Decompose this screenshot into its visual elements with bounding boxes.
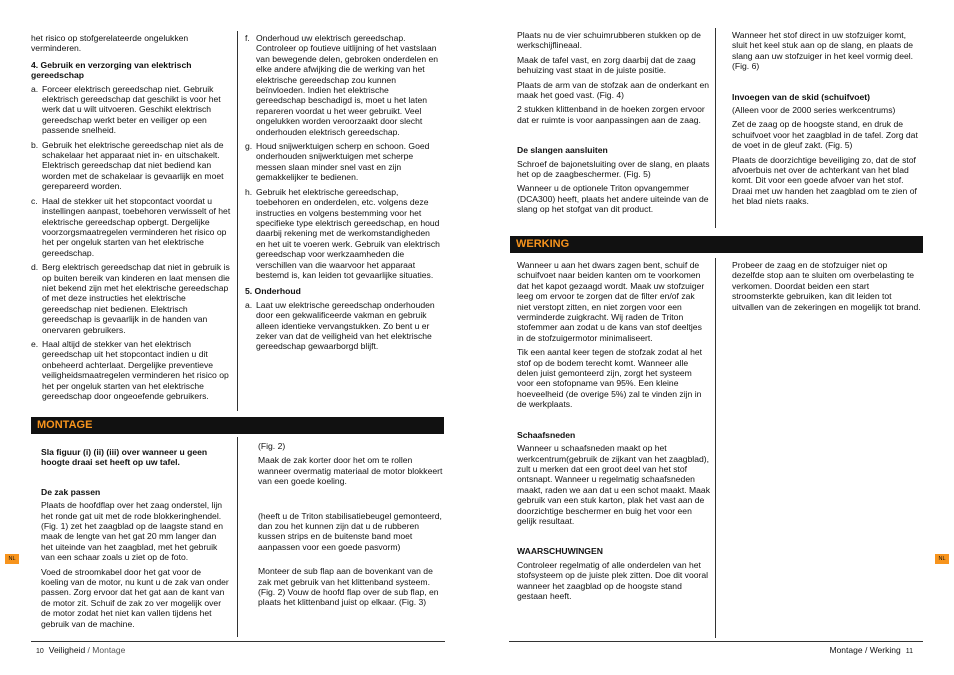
subheading: 5. Onderhoud xyxy=(245,286,301,297)
spacer xyxy=(258,501,444,511)
section-title: WERKING xyxy=(516,238,570,250)
paragraph: 2 stukken klittenband in de hoeken zorgen ervoor dat er ruimte is voor aanpassingen aan de zaag. xyxy=(517,104,705,125)
list-marker: a. xyxy=(31,83,39,94)
paragraph: (Fig. 2) xyxy=(258,441,286,451)
paragraph: Maak de zak korter door het om te rollen wanneer overmatig materiaal de motor blokkeert van een goede koeling. xyxy=(258,455,443,487)
left-col-1 xyxy=(31,33,233,405)
language-tab: NL xyxy=(935,554,949,564)
list-text: Forceer elektrisch gereedschap niet. Gebruik elektrisch gereedschap dat geschikt is voor het werk dat u wilt uitvoeren. Geschikt elektrisch gereedschap werkt beter en veiliger op een passende snelheid. xyxy=(42,83,221,136)
paragraph: Wanneer u aan het dwars zagen bent, schuif de schuifvoet naar beiden kanten om te voorkomen dat het kapot gezaagd wordt. Maak uw stofzuiger leeg om ervoor te zorgen dat de filter en/of zak niet verstopt zitten, en niet zorgen voor een verminderde zuigkracht. Wij raden de Triton stofemmer aan zodat u de kans van stof deeltjes in de stofzuigermotor minimaliseert. xyxy=(517,260,705,343)
language-tab: NL xyxy=(5,554,19,564)
paragraph: Voed de stroomkabel door het gat voor de koeling van de motor, nu kunt u de zak van onder passen. Zorg ervoor dat het gat aan de kant van de motor zit. Schuif de zak zo ver mogelijk over de motor zodat het niet kan vallen tijdens het gebruik van de machine. xyxy=(41,566,229,629)
list-marker: b. xyxy=(31,139,39,150)
right-col-2 xyxy=(732,30,922,211)
spacer xyxy=(258,491,444,501)
paragraph: Wanneer het stof direct in uw stofzuiger komt, sluit het keel stuk aan op de slang, en plaats de slang aan uw stofzuiger in het keel vormig deel. (Fig. 6) xyxy=(732,30,914,72)
right-col-3 xyxy=(517,260,710,605)
paragraph: Plaats de hoofdflap over het zaag onderstel, lijn het ronde gat uit met de rode blokkeringhendel. (Fig. 1) zet het zaagblad op de laagste stand en maak de lengte van het gat 20 mm langer dan het uiteinde van het zaagblad, met het gebruik van een schaar zoals u ziet op de foto. xyxy=(41,500,224,563)
footer-right xyxy=(830,645,919,657)
list-item xyxy=(31,140,233,192)
footer-subtitle: Werking xyxy=(869,645,901,655)
paragraph: het risico op stofgerelateerde ongelukken verminderen. xyxy=(31,33,189,54)
column-divider xyxy=(715,28,716,228)
list-marker: h. xyxy=(245,186,253,197)
subheading: WAARSCHUWINGEN xyxy=(517,546,603,557)
paragraph: Probeer de zaag en de stofzuiger niet op dezelfde stop aan te sluiten om overbelasting te verkomen. Doordat beiden een start stroomsterkte gebruiken, kan dit leiden tot uitvallen van de zekeringen en mogelijk tot brand. xyxy=(732,260,921,312)
list-item xyxy=(245,187,440,281)
list-text: Berg elektrisch gereedschap dat niet in gebruik is op buiten bereik van kinderen en laat mensen die niet bekend zijn met het elektrische gereedschap of met deze instructies het elektrische gereedschap niet bedienen. Elektrisch gereedschap is gevaarlijk in de handen van onervaren gebruikers. xyxy=(42,262,230,335)
footer-left xyxy=(31,645,125,657)
section-bar-werking xyxy=(510,236,923,253)
paragraph: Monteer de sub flap aan de bovenkant van de zak met gebruik van het klittenband systeem. (Fig. 2) Vouw de hoofd flap over de sub flap, en plaats het klittenband juist op elkaar. (Fig. 3) xyxy=(258,566,439,608)
list-text: Onderhoud uw elektrisch gereedschap. Controleer op foutieve uitlijning of het vastslaan van bewegende delen, gebroken onderdelen en elke andere afwijking die de werking van het elektrische gereedschap zou kunnen beïnvloeden. Indien het elektrische gereedschap beschadigd is, moet u het laten repareren voordat u het weer gebruikt. Veel ongelukken worden veroorzaakt door slecht onderhouden elektrisch gereedschap. xyxy=(256,33,439,137)
paragraph: Plaats nu de vier schuimrubberen stukken op de werkschijflineaal. xyxy=(517,30,701,51)
page-number: 11 xyxy=(905,648,913,655)
footer-rule xyxy=(509,641,923,642)
list-item xyxy=(245,300,440,352)
paragraph: Wanneer u de optionele Triton opvangemmer (DCA300) heeft, plaats het andere uiteinde van de slang op het stofgat van dit product. xyxy=(517,183,709,215)
subheading: De slangen aansluiten xyxy=(517,145,608,156)
list-text: Houd snijwerktuigen scherp en schoon. Goed onderhouden snijwerktuigen met scherpe messen slaan minder snel vast en zijn gemakkelijker te bedienen. xyxy=(256,141,430,183)
right-col-4 xyxy=(732,260,922,316)
subheading: Sla figuur (i) (ii) (iii) over wanneer u geen hoogte draai set heeft op uw tafel. xyxy=(41,447,208,468)
spacer xyxy=(517,530,710,540)
list-marker: d. xyxy=(31,262,39,273)
page-number: 10 xyxy=(36,648,44,655)
spacer xyxy=(41,471,230,481)
paragraph: Schroef de bajonetsluiting over de slang, en plaats het op de zaagbeschermer. (Fig. 5) xyxy=(517,158,710,180)
footer-title: Montage xyxy=(829,645,863,655)
paragraph: Tik een aantal keer tegen de stofzak zodat al het stof op de bodem terecht komt. Wanneer alle delen juist gemonteerd zijn, zorgt het systeem voor een stofopname van 95%. Een kleine hoeveelheid (de overige 5%) zal te vinden zijn in de werkplaats. xyxy=(517,347,703,410)
subheading: Schaafsneden xyxy=(517,429,576,440)
paragraph: Zet de zaag op de hoogste stand, en druk de schuifvoet voor het zaagblad in de tafel. Zorg dat de voet in de gleuf zakt. (Fig. 5) xyxy=(732,119,918,151)
list-text: Haal altijd de stekker van het elektrisch gereedschap uit het stopcontact indien u dit onbeheerd achterlaat. Dergelijke preventieve veiligheidsmaatregelen verminderen het risico op het per ongeluk starten van het elektrische gereedschap door ongeoefende gebruikers. xyxy=(42,338,229,401)
left-col-4 xyxy=(258,441,444,612)
list-text: Laat uw elektrische gereedschap onderhouden door een gekwalificeerde vakman en gebruik alleen identieke vervangstukken. Zo bent u er zeker van dat de veiligheid van het elektrische gereedschap gewaarborgd blijft. xyxy=(256,299,435,352)
paragraph: (heeft u de Triton stabilisatiebeugel gemonteerd, dan zou het kunnen zijn dat u de rubberen kussen strips en de buitenste band moet aanpassen voor een goede pasvorm) xyxy=(258,510,442,552)
footer-separator: / xyxy=(862,645,870,655)
column-divider xyxy=(237,31,238,411)
paragraph: (Alleen voor de 2000 series werkcentrums) xyxy=(732,105,896,116)
paragraph: Plaats de arm van de stofzak aan de onderkant en maak het goed vast. (Fig. 4) xyxy=(517,79,710,101)
paragraph: Plaats de doorzichtige beveiliging zo, dat de stof afvoerbuis net over de achterkant van het blad komt. Dit voor een goede afvoer van het stof. Draai met uw handen het zaagblad om te zien of het blad niets raaks. xyxy=(732,154,917,207)
footer-separator: / xyxy=(85,645,93,655)
paragraph: Maak de tafel vast, en zorg daarbij dat de zaag behuizing vast staat in de juiste positie. xyxy=(517,54,696,76)
section-title: MONTAGE xyxy=(37,419,93,431)
spacer xyxy=(732,76,922,86)
footer-rule xyxy=(31,641,445,642)
list-item xyxy=(245,33,440,137)
list-item xyxy=(31,339,233,401)
list-marker: c. xyxy=(31,195,38,206)
left-col-2 xyxy=(245,33,440,356)
left-col-3 xyxy=(41,441,230,633)
spacer xyxy=(517,129,710,139)
footer-title: Veiligheid xyxy=(48,645,86,655)
list-text: Gebruik het elektrische gereedschap niet als de schakelaar het apparaat niet in- en uitschakelt. Elektrisch gereedschap dat niet bediend kan worden met de schakelaar is gevaarlijk en moet gerepareerd worden. xyxy=(42,139,224,192)
list-item xyxy=(31,84,233,136)
subheading: Invoegen van de skid (schuifvoet) xyxy=(732,91,871,102)
section-bar-montage xyxy=(31,417,444,434)
list-item xyxy=(245,141,440,183)
spacer xyxy=(258,556,444,566)
list-text: Haal de stekker uit het stopcontact voordat u instellingen aanpast, toebehoren verwisselt of het elektrische gereedschap opbergt. Dergelijke voorzorgsmaatregelen verminderen het risico op het per ongeluk starten van het elektrische gereedschap. xyxy=(42,195,231,258)
paragraph: Controleer regelmatig of alle onderdelen van het stofsysteem op de juiste plek zitten. Doe dit vooral wanneer het zaagblad op de hoogste stand gestaan heeft. xyxy=(517,559,709,601)
list-marker: a. xyxy=(245,299,253,310)
subheading: 4. Gebruik en verzorging van elektrisch gereedschap xyxy=(31,59,192,81)
list-text: Gebruik het elektrische gereedschap, toebehoren en onderdelen, etc. volgens deze instructies en volgens bestemming voor het specifieke type elektrisch gereedschap, en houd daarbij rekening met de werkomstandigheden en het uit te voeren werk. Gebruik van elektrisch gereedschap voor werkzaamheden die verschillen van die waarvoor het apparaat bestemd is, kan leiden tot gevaarlijke situaties. xyxy=(256,186,440,280)
list-item xyxy=(31,262,233,335)
list-item xyxy=(31,196,233,258)
column-divider xyxy=(715,258,716,638)
list-marker: g. xyxy=(245,141,253,152)
footer-subtitle: Montage xyxy=(92,645,126,655)
spacer xyxy=(517,414,710,424)
list-marker: f. xyxy=(245,33,250,43)
right-col-1 xyxy=(517,30,710,219)
column-divider xyxy=(237,437,238,637)
list-marker: e. xyxy=(31,338,39,349)
subheading: De zak passen xyxy=(41,486,101,497)
paragraph: Wanneer u schaafsneden maakt op het werkcentrum(gebruik de zijkant van het zaagblad), zult u merken dat een groot deel van het stof ontsnapt. Wanneer u regelmatig schaafsneden maakt, raden we aan dat u een schot maakt. Maak gebruik van een stuk karton, plak het vast aan de doorzichtige beschermer en buig het voor een gelijk resultaat. xyxy=(517,443,710,526)
